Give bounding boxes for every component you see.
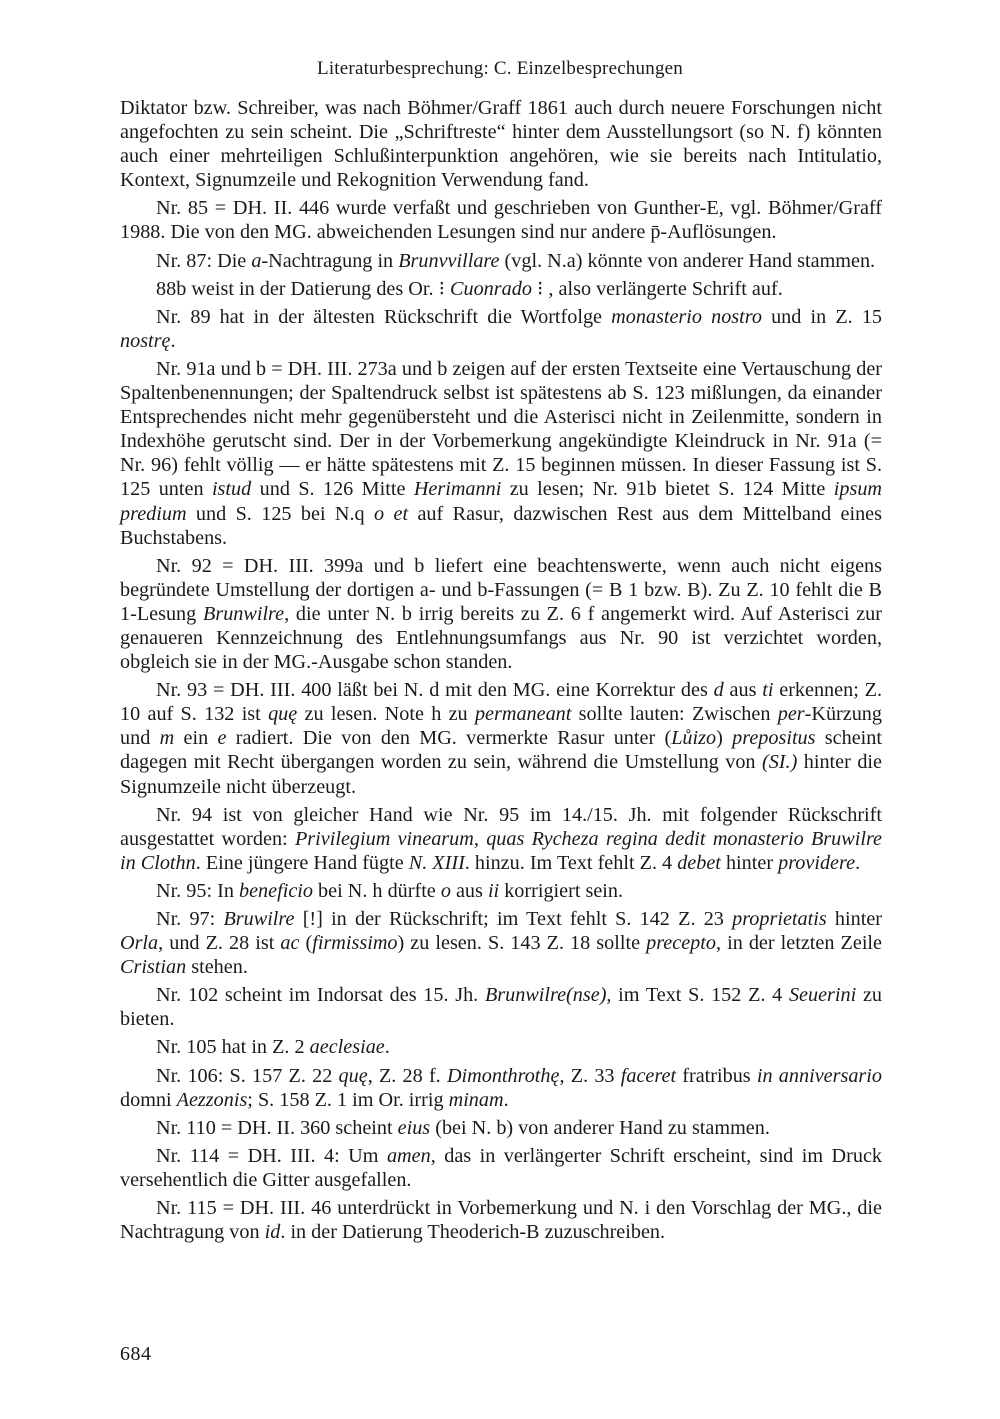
- text-segment: scheint dagegen mit Recht übergangen worden zu sein, während die Umstellung von: [120, 727, 882, 774]
- italic-segment: a: [251, 249, 262, 272]
- paragraph: [120, 879, 882, 903]
- italic-segment: aeclesiae: [309, 1036, 385, 1059]
- italic-segment: istud: [211, 478, 252, 501]
- paragraph: [120, 907, 882, 979]
- text-segment: , Z. 28 f.: [367, 1064, 447, 1087]
- text-segment: zu bieten.: [120, 984, 882, 1031]
- italic-segment: o: [440, 879, 451, 902]
- paragraph: [120, 96, 882, 192]
- italic-segment: eius: [397, 1116, 431, 1139]
- italic-segment: e: [217, 727, 227, 750]
- paragraph: [120, 196, 882, 244]
- italic-segment: ti: [762, 679, 774, 702]
- text-segment: , die unter N. b irrig bereits zu Z. 6 f angemerkt wird. Auf Asterisci zur genaueren Kennzeichnung des Entlehnungsumfangs aus Nr. 90 ist verzichtet worden, obgleich sie in der MG.-Ausgabe schon standen.: [120, 602, 882, 674]
- italic-segment: permaneant: [474, 703, 572, 726]
- italic-segment: Brunwilre(nse): [484, 984, 607, 1007]
- text-segment: (: [299, 932, 313, 955]
- italic-segment: Cuonrado: [450, 277, 532, 300]
- text-segment: , Z. 33: [559, 1064, 621, 1087]
- italic-segment: beneficio: [239, 879, 313, 902]
- italic-segment: m: [159, 727, 175, 750]
- text-segment: . Eine jüngere Hand fügte: [195, 851, 409, 874]
- text-segment: Nr. 85 = DH. II. 446 wurde verfaßt und geschrieben von Gunther-E, vgl. Böhmer/Graff 1988. Die von den MG. abweichenden Lesungen sind nur andere p̄-Auflösungen.: [120, 197, 882, 244]
- text-segment: Nr. 97:: [156, 908, 224, 930]
- text-segment: , in der letzten Zeile: [715, 932, 882, 955]
- text-segment: erkennen; Z. 10 auf S. 132 ist: [120, 679, 882, 726]
- text-segment: bei N. h dürfte: [313, 879, 441, 902]
- text-segment: Nr. 94 ist von gleicher Hand wie Nr. 95 im 14./15. Jh. mit folgender Rückschrift ausgestattet worden:: [120, 803, 882, 850]
- text-segment: ; S. 158 Z. 1 im Or. irrig: [247, 1088, 449, 1111]
- italic-segment: (SI.): [761, 751, 798, 774]
- text-segment: hinter: [720, 851, 779, 874]
- paragraph: [120, 277, 882, 301]
- paragraph: [120, 1144, 882, 1192]
- text-segment: (bei N. b) von anderer Hand zu stammen.: [430, 1116, 770, 1139]
- text-segment: Nr. 95: In: [156, 879, 239, 902]
- text-segment: domni: [120, 1088, 177, 1111]
- italic-segment: Seuerini: [788, 984, 857, 1007]
- text-segment: -Nachtragung in: [261, 249, 399, 272]
- italic-segment: nostrę: [120, 329, 171, 352]
- italic-segment: ii: [487, 879, 500, 902]
- paragraph: [120, 357, 882, 550]
- text-segment: Nr. 114 = DH. III. 4: Um: [156, 1144, 387, 1167]
- text-segment: Nr. 102 scheint im Indorsat des 15. Jh.: [156, 984, 485, 1007]
- text-segment: zu lesen; Nr. 91b bietet S. 124 Mitte: [501, 478, 834, 501]
- italic-segment: amen: [386, 1144, 431, 1167]
- text-segment: Nr. 105 hat in Z. 2: [156, 1036, 310, 1059]
- text-segment: hinter: [826, 908, 883, 930]
- text-segment: Nr. 89 hat in der ältesten Rückschrift die Wortfolge: [156, 305, 612, 328]
- paragraph: [120, 1035, 882, 1059]
- italic-segment: per: [777, 703, 805, 726]
- text-segment: und S. 125 bei N.q: [186, 502, 375, 525]
- text-segment: auf Rasur, dazwischen Rest aus dem Mittelband eines Buchstabens.: [120, 502, 882, 549]
- text-segment: (vgl. N.a) könnte von anderer Hand stammen.: [499, 249, 876, 272]
- paragraph: [120, 803, 882, 875]
- text-segment: Nr. 91a und b = DH. III. 273a und b zeigen auf der ersten Textseite eine Vertauschung der Spaltenbenennungen; der Spaltendruck selbst ist spätestens ab S. 123 mißlungen, da einander Entsprechendes nicht mehr gegenübersteht und die Asterisci nicht in Zeilenmitte, sondern in Indexhöhe gerutscht sind. Der in der Vorbemerkung angekündigte Kleindruck in Nr. 91a (= Nr. 96) fehlt völlig — er hätte spätestens mit Z. 15 beginnen müssen. In dieser Fassung ist S. 125 unten: [120, 357, 882, 501]
- italic-segment: debet: [677, 851, 721, 874]
- italic-segment: monasterio nostro: [611, 305, 762, 328]
- italic-segment: o et: [374, 502, 409, 525]
- italic-segment: id: [264, 1221, 281, 1244]
- paragraph: [120, 1196, 882, 1244]
- italic-segment: Lůizo: [671, 727, 717, 750]
- paragraph: [120, 554, 882, 674]
- text-segment: 88b weist in der Datierung des Or. ⁝: [156, 277, 451, 300]
- text-segment: ) zu lesen. S. 143 Z. 18 sollte: [397, 932, 647, 955]
- paragraph: [120, 678, 882, 798]
- italic-segment: precepto: [646, 932, 716, 955]
- text-segment: ): [716, 727, 733, 750]
- text-segment: zu lesen. Note h zu: [297, 703, 475, 726]
- text-segment: Nr. 106: S. 157 Z. 22: [156, 1064, 339, 1087]
- italic-segment: quę: [268, 703, 298, 726]
- italic-segment: N. XIII: [408, 851, 465, 874]
- italic-segment: Bruwilre: [223, 908, 295, 930]
- italic-segment: providere: [778, 851, 856, 874]
- paragraph: [120, 305, 882, 353]
- italic-segment: Cristian: [120, 956, 187, 979]
- text-segment: Nr. 110 = DH. II. 360 scheint: [156, 1116, 398, 1139]
- italic-segment: in anniversario: [756, 1064, 882, 1087]
- italic-segment: Herimanni: [413, 478, 502, 501]
- text-segment: .: [503, 1088, 509, 1111]
- italic-segment: firmissimo: [312, 932, 398, 955]
- italic-segment: quę: [338, 1064, 368, 1087]
- italic-segment: faceret: [620, 1064, 677, 1087]
- text-segment: sollte lauten: Zwischen: [571, 703, 778, 726]
- italic-segment: prepositus: [732, 727, 816, 750]
- text-segment: Nr. 115 = DH. III. 46 unterdrückt in Vorbemerkung und N. i den Vorschlag der MG., die Nachtragung von: [120, 1197, 882, 1244]
- page-number: 684: [120, 1343, 152, 1365]
- text-segment: , im Text S. 152 Z. 4: [606, 984, 789, 1007]
- text-segment: Nr. 87: Die: [156, 249, 252, 272]
- italic-segment: minam: [448, 1088, 504, 1111]
- italic-segment: Orla: [120, 932, 159, 955]
- text-segment: , und Z. 28 ist: [158, 932, 281, 955]
- text-segment: und in Z. 15: [761, 305, 883, 328]
- text-segment: Nr. 93 = DH. III. 400 läßt bei N. d mit den MG. eine Korrektur des: [156, 679, 714, 702]
- text-segment: aus: [723, 679, 763, 702]
- text-segment: .: [855, 851, 861, 874]
- text-segment: Nr. 92 = DH. III. 399a und b liefert eine beachtenswerte, wenn auch nicht eigens begründete Umstellung der dortigen a- und b-Fassungen (= B 1 bzw. B). Zu Z. 10 fehlt die B 1-Lesung: [120, 554, 882, 625]
- text-segment: radiert. Die von den MG. vermerkte Rasur unter (: [226, 727, 672, 750]
- text-segment: ein: [174, 727, 218, 750]
- text-segment: hinter die Signumzeile nicht überzeugt.: [120, 751, 882, 798]
- body-text: [120, 96, 882, 1248]
- text-segment: , das in verlängerter Schrift erscheint, sind im Druck versehentlich die Gitter ausgefallen.: [120, 1144, 882, 1191]
- paragraph: [120, 1064, 882, 1112]
- italic-segment: Privilegium vinearum, quas Rycheza regina dedit monasterio Bruwilre in Clothn: [120, 827, 883, 874]
- text-segment: Diktator bzw. Schreiber, was nach Böhmer/Graff 1861 auch durch neuere Forschungen nicht angefochten zu sein scheint. Die „Schriftreste“ hinter dem Ausstellungsort (so N. f) könnten auch einer mehrteiligen Schlußinterpunktion angehören, wie sie bereits nach Intitulatio, Kontext, Signumzeile und Rekognition Verwendung fand.: [120, 97, 882, 192]
- italic-segment: Brunwilre: [203, 602, 285, 625]
- italic-segment: proprietatis: [732, 908, 827, 930]
- text-segment: -Kürzung und: [120, 703, 882, 750]
- running-head: Literaturbesprechung: C. Einzelbesprechungen: [317, 58, 683, 79]
- text-segment: und S. 126 Mitte: [251, 478, 414, 501]
- text-segment: ⁝ , also verlängerte Schrift auf.: [531, 277, 783, 300]
- text-segment: aus: [450, 879, 488, 902]
- italic-segment: Dimonthrothę: [446, 1064, 560, 1087]
- text-segment: . in der Datierung Theoderich-B zuzuschreiben.: [280, 1221, 666, 1244]
- text-segment: korrigiert sein.: [499, 879, 624, 902]
- text-segment: stehen.: [186, 956, 248, 979]
- text-segment: [!] in der Rückschrift; im Text fehlt S. 142 Z. 23: [294, 908, 733, 930]
- paragraph: [120, 1116, 882, 1140]
- text-segment: . hinzu. Im Text fehlt Z. 4: [464, 851, 678, 874]
- italic-segment: d: [713, 679, 724, 702]
- paragraph: [120, 249, 882, 273]
- italic-segment: Brunvvillare: [398, 249, 500, 272]
- italic-segment: ipsum predium: [120, 478, 882, 525]
- italic-segment: Aezzonis: [176, 1088, 248, 1111]
- paragraph: [120, 983, 882, 1031]
- text-segment: .: [170, 329, 176, 352]
- text-segment: fratribus: [676, 1064, 757, 1087]
- text-segment: .: [384, 1036, 390, 1059]
- italic-segment: ac: [280, 932, 300, 955]
